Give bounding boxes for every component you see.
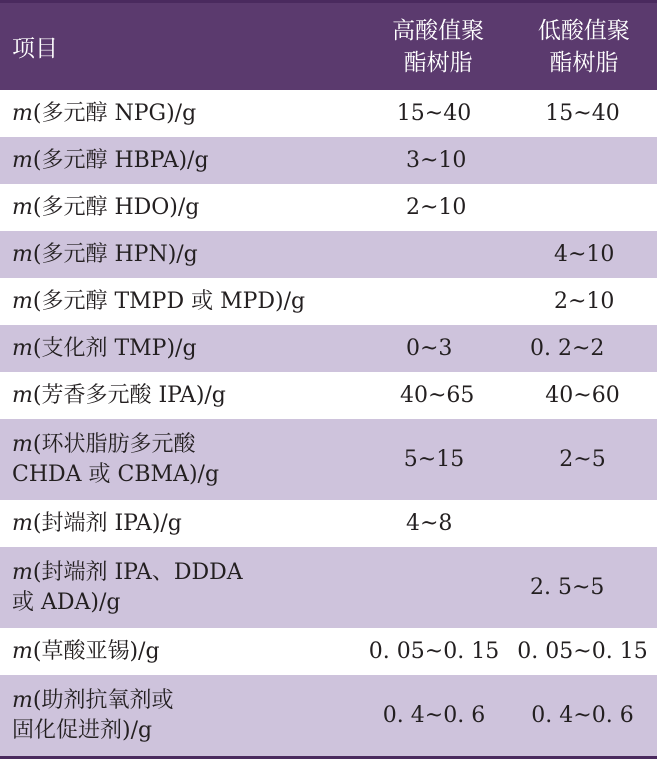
- row-label: m(支化剂 TMP)/g: [12, 335, 197, 361]
- row-low-value: 2~10: [554, 289, 615, 314]
- header-high-acid-line2: 酯树脂: [403, 49, 473, 76]
- row-label: m(芳香多元酸 IPA)/g: [12, 382, 226, 408]
- table-row: [0, 90, 657, 137]
- row-low-value: 40~60: [545, 383, 620, 408]
- row-label: m(封端剂 IPA、DDDA 或 ADA)/g: [12, 559, 243, 615]
- header-low-acid: [511, 3, 657, 90]
- row-label: m(多元醇 NPG)/g: [12, 100, 197, 126]
- row-high-value: 5~15: [403, 447, 465, 472]
- row-high-value: 4~8: [406, 511, 453, 536]
- table-row: [0, 184, 657, 231]
- header-high-acid-line1: 高酸值聚: [392, 17, 485, 44]
- row-high-value: 40~65: [400, 383, 475, 408]
- row-low-value: 4~10: [554, 242, 615, 267]
- row-high-value: 15~40: [396, 101, 472, 126]
- row-low-value: 0. 4~0. 6: [531, 703, 634, 728]
- header-item: 项目: [12, 36, 58, 62]
- row-label: m(多元醇 HBPA)/g: [12, 147, 209, 173]
- row-low-value: 0. 2~2: [530, 336, 605, 361]
- row-high-value: 0. 4~0. 6: [382, 703, 486, 728]
- table-row: [0, 419, 657, 500]
- table-row: [0, 231, 657, 278]
- row-high-value: 3~10: [406, 148, 467, 173]
- row-label: m(助剂抗氧剂或 固化促进剂)/g: [12, 687, 174, 743]
- row-low-value: 2. 5~5: [530, 575, 605, 600]
- row-high-value: 2~10: [406, 195, 467, 220]
- row-high-value: 0. 05~0. 15: [368, 639, 500, 664]
- table-row: [0, 278, 657, 325]
- row-low-value: 0. 05~0. 15: [517, 639, 648, 664]
- row-high-value: 0~3: [406, 336, 453, 361]
- row-label: m(封端剂 IPA)/g: [12, 510, 182, 536]
- table-row: [0, 137, 657, 184]
- table-row: [0, 500, 657, 547]
- table-row: [0, 372, 657, 419]
- row-label: m(环状脂肪多元酸 CHDA 或 CBMA)/g: [12, 431, 220, 487]
- row-label: m(多元醇 HPN)/g: [12, 241, 198, 267]
- table-row: [0, 675, 657, 759]
- row-low-value: 2~5: [559, 447, 606, 472]
- table-row: [0, 547, 657, 628]
- row-label: m(草酸亚锡)/g: [12, 638, 160, 664]
- row-label: m(多元醇 TMPD 或 MPD)/g: [12, 288, 306, 314]
- table-header: [0, 3, 657, 90]
- header-low-acid-line2: 酯树脂: [549, 49, 619, 76]
- row-low-value: 15~40: [545, 101, 620, 126]
- header-low-acid-line1: 低酸值聚: [537, 17, 630, 44]
- table-row: [0, 325, 657, 372]
- header-high-acid: [365, 3, 510, 90]
- row-label: m(多元醇 HDO)/g: [12, 194, 200, 220]
- table-row: [0, 628, 657, 675]
